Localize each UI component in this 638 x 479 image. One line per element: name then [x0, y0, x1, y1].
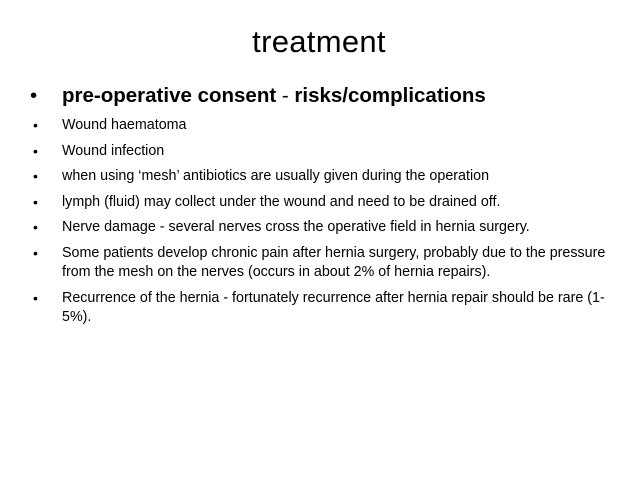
list-item-text: Wound haematoma — [62, 117, 187, 133]
list-item-text: Nerve damage - several nerves cross the operative field in hernia surgery. — [62, 219, 530, 235]
list-item-text: Some patients develop chronic pain after hernia surgery, probably due to the pressure from the mesh on the nerves (occurs in about 2% of hernia repairs). — [62, 244, 606, 280]
list-item — [33, 289, 628, 328]
headline-consent: pre-operative consent — [62, 84, 277, 107]
headline-text — [62, 82, 486, 110]
list-item — [33, 218, 628, 238]
bullet-dot-icon: • — [30, 84, 38, 107]
bullet-dot-icon: • — [33, 219, 38, 235]
headline-separator: - — [276, 84, 295, 107]
list-item — [33, 167, 628, 187]
list-item — [33, 193, 628, 213]
list-item-text: when using ‘mesh’ antibiotics are usually given during the operation — [62, 168, 490, 184]
list-item-text: Recurrence of the hernia - fortunately recurrence after hernia repair should be rare (1-5%). — [62, 289, 605, 325]
list-item-text: lymph (fluid) may collect under the wound and need to be drained off. — [62, 193, 501, 210]
bullet-dot-icon: • — [33, 168, 38, 184]
headline-risks: risks/complications — [294, 84, 486, 107]
list-item — [33, 142, 628, 162]
bullet-dot-icon: • — [33, 142, 38, 159]
bullet-dot-icon: • — [33, 289, 38, 306]
list-item — [33, 116, 628, 136]
list-item-text: Wound infection — [62, 142, 165, 159]
bullet-dot-icon: • — [33, 193, 38, 210]
list-item — [33, 244, 628, 283]
complications-list — [33, 116, 628, 334]
bullet-dot-icon: • — [33, 117, 38, 133]
slide-title: treatment — [252, 24, 386, 59]
bullet-dot-icon: • — [33, 244, 38, 261]
